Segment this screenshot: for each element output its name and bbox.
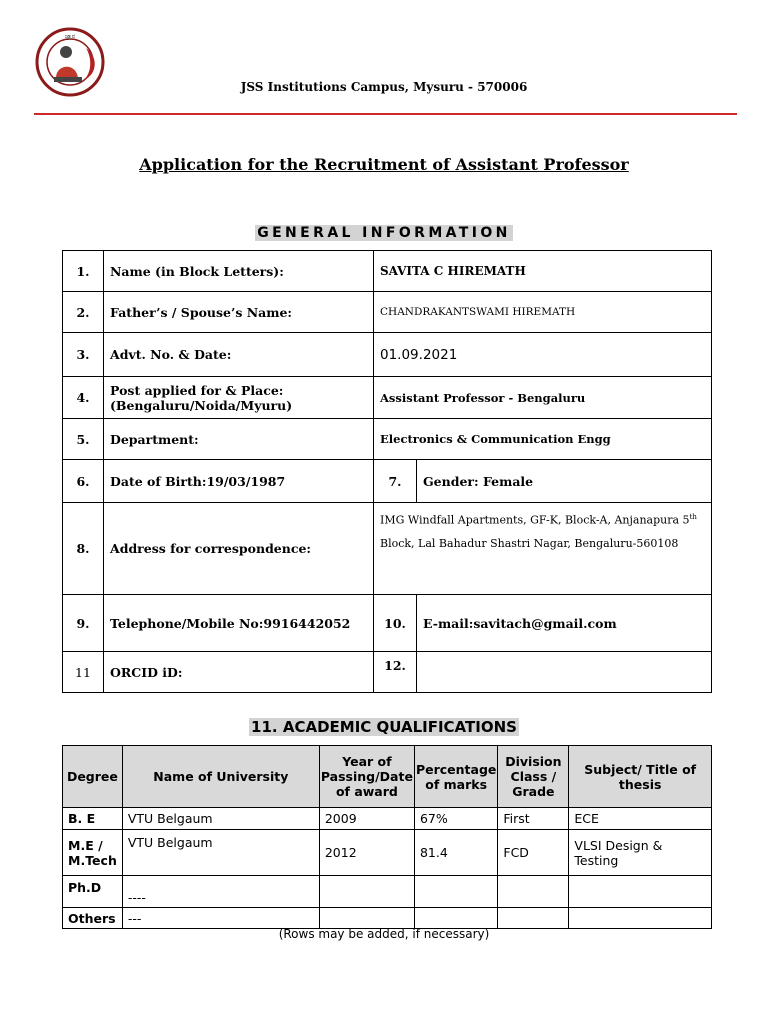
- table-row: M.E / M.Tech VTU Belgaum 2012 81.4 FCD VLSI Design & Testing: [63, 830, 712, 876]
- dob-label: Date of Birth:19/03/1987: [104, 460, 374, 503]
- info-row-phone-email: 9. Telephone/Mobile No:9916442052 10. E-mail:savitach@gmail.com: [63, 595, 712, 652]
- academic-qualifications-heading: 11. ACADEMIC QUALIFICATIONS: [251, 718, 517, 736]
- rows-note: (Rows may be added, if necessary): [278, 927, 490, 941]
- col-year: Year of Passing/Date of award: [319, 746, 414, 808]
- info-row-father-name: 2. Father’s / Spouse’s Name: CHANDRAKANTSWAMI HIREMATH: [63, 292, 712, 333]
- telephone-label: Telephone/Mobile No:9916442052: [104, 595, 374, 652]
- info-row-dob-gender: 6. Date of Birth:19/03/1987 7. Gender: Female: [63, 460, 712, 503]
- col-subject: Subject/ Title of thesis: [569, 746, 712, 808]
- general-information-table: [62, 250, 712, 693]
- info-row-department: 5. Department: Electronics & Communication Engg: [63, 419, 712, 460]
- col-degree: Degree: [63, 746, 123, 808]
- post-value: Assistant Professor - Bengaluru: [374, 377, 712, 419]
- info-row-advt: 3. Advt. No. & Date: 01.09.2021: [63, 333, 712, 377]
- campus-address: JSS Institutions Campus, Mysuru - 570006: [240, 80, 528, 94]
- email-label: E-mail:savitach@gmail.com: [417, 595, 712, 652]
- table-row: B. E VTU Belgaum 2009 67% First ECE: [63, 808, 712, 830]
- orcid-label: ORCID iD:: [104, 652, 374, 693]
- info-row-orcid: 11 ORCID iD: 12.: [63, 652, 712, 693]
- svg-text:ಜ್ಞಾನ: ಜ್ಞಾನ: [64, 33, 76, 40]
- info-row-post: 4. Post applied for & Place: (Bengaluru/Noida/Myuru) Assistant Professor - Bengaluru: [63, 377, 712, 419]
- info-row-address: 8. Address for correspondence: IMG Windfall Apartments, GF-K, Block-A, Anjanapura 5th Block, Lal Bahadur Shastri Nagar, Bengaluru-560108: [63, 503, 712, 595]
- gender-label: Gender: Female: [417, 460, 712, 503]
- address-value: IMG Windfall Apartments, GF-K, Block-A, Anjanapura 5th Block, Lal Bahadur Shastri Nagar, Bengaluru-560108: [374, 503, 712, 595]
- academic-header-row: [63, 746, 712, 808]
- info-row-name: 1. Name (in Block Letters): SAVITA C HIREMATH: [63, 251, 712, 292]
- col-university: Name of University: [122, 746, 319, 808]
- general-information-heading: GENERAL INFORMATION: [257, 225, 511, 241]
- academic-qualifications-table: [62, 745, 712, 929]
- application-title: Application for the Recruitment of Assistant Professor: [139, 155, 629, 174]
- table-row: Ph.D ----: [63, 876, 712, 908]
- header-rule: [34, 113, 737, 115]
- table-row: Others ---: [63, 908, 712, 929]
- department-value: Electronics & Communication Engg: [374, 419, 712, 460]
- advt-date-value: 01.09.2021: [374, 333, 712, 377]
- father-name-value: CHANDRAKANTSWAMI HIREMATH: [374, 292, 712, 333]
- name-value: SAVITA C HIREMATH: [374, 251, 712, 292]
- col-percentage: Percentage of marks: [414, 746, 497, 808]
- col-division: Division Class / Grade: [498, 746, 569, 808]
